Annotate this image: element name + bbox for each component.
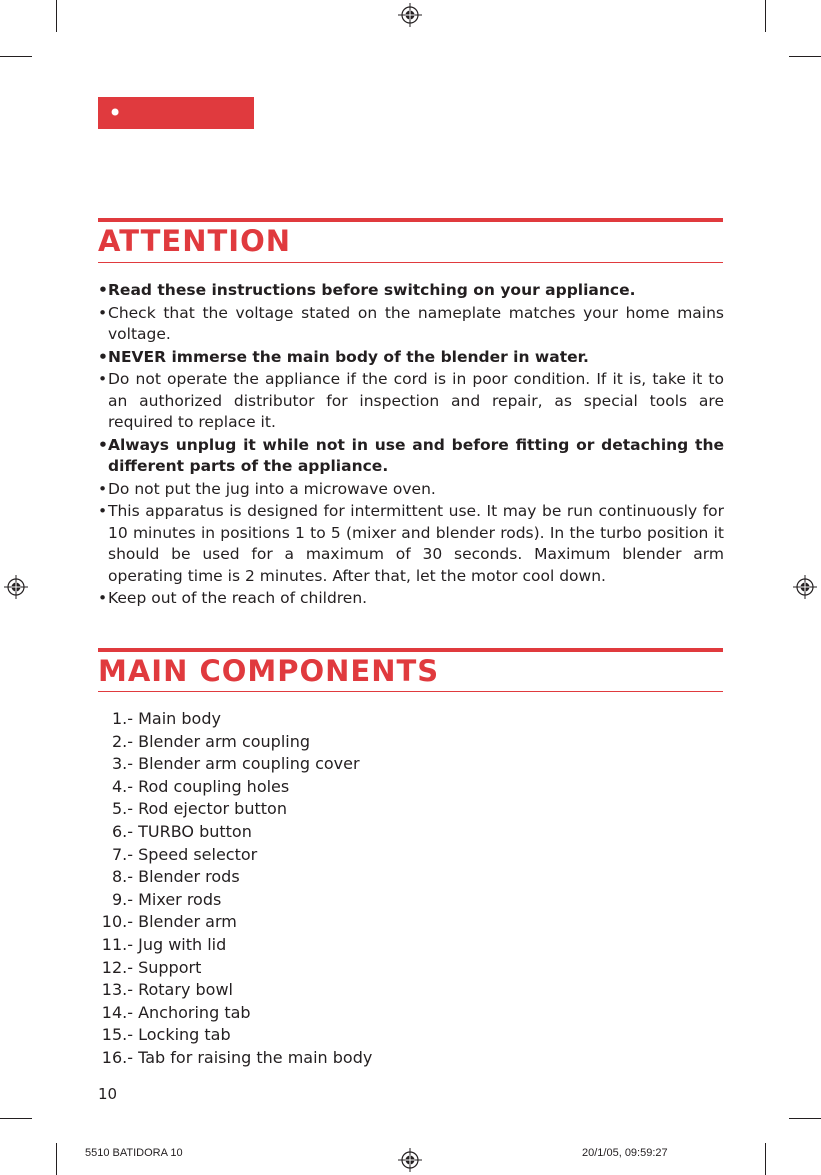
component-label: Jug with lid: [138, 934, 227, 954]
attention-item-text: Do not put the jug into a microwave oven.: [108, 479, 436, 498]
section-rule: [98, 262, 723, 263]
attention-item: [98, 435, 724, 478]
attention-title: ATTENTION: [98, 224, 291, 258]
component-item: [98, 731, 372, 754]
component-number: 16.-: [101, 1047, 133, 1067]
component-label: Rod coupling holes: [138, 776, 290, 796]
component-number: 5.-: [111, 799, 133, 819]
component-label: Rotary bowl: [138, 980, 233, 1000]
component-number: 3.-: [111, 754, 133, 774]
section-rule: [98, 691, 723, 692]
component-label: Support: [138, 957, 202, 977]
main-components-title: MAIN COMPONENTS: [98, 654, 440, 688]
attention-item: [98, 501, 724, 587]
component-number: 11.-: [101, 934, 133, 954]
attention-item: [98, 280, 724, 302]
bullet-icon: •: [98, 347, 108, 366]
crop-mark: [789, 56, 821, 57]
component-label: Blender rods: [138, 867, 240, 887]
component-label: Blender arm coupling: [138, 731, 311, 751]
component-item: [98, 889, 372, 912]
attention-item: [98, 479, 724, 501]
component-item: [98, 866, 372, 889]
component-item: [98, 821, 372, 844]
attention-item: [98, 369, 724, 434]
bullet-icon: •: [98, 281, 108, 299]
attention-item-text: Read these instructions before switching on your appliance.: [108, 281, 636, 299]
attention-item-text: This apparatus is designed for intermittent use. It may be run continuously for 10 minutes in positions 1 to 5 (mixer and blender rods). In the turbo position it should be used for a maximum of 30 seconds. Maximum blender arm operating time is 2 minutes. After that, let the motor cool down.: [108, 502, 724, 585]
registration-mark-icon: [793, 575, 817, 599]
registration-mark-icon: [398, 3, 422, 27]
component-item: [98, 753, 372, 776]
components-list: [98, 708, 372, 1070]
component-label: Anchoring tab: [138, 1002, 251, 1022]
crop-mark: [56, 1143, 57, 1175]
bullet-icon: •: [98, 370, 108, 388]
attention-item-text: Keep out of the reach of children.: [108, 589, 368, 607]
component-label: Main body: [138, 709, 221, 728]
footer-timestamp: 20/1/05, 09:59:27: [582, 1147, 668, 1159]
component-number: 4.-: [111, 776, 133, 796]
bullet-icon: •: [98, 589, 108, 607]
language-tab: • ENGLISH: [98, 97, 254, 129]
component-number: 8.-: [111, 867, 133, 887]
component-number: 9.-: [111, 889, 133, 909]
section-rule: [98, 218, 723, 222]
bullet-icon: •: [98, 303, 108, 322]
component-number: 10.-: [101, 912, 133, 932]
attention-item-text: Check that the voltage stated on the nameplate matches your home mains voltage.: [108, 303, 724, 343]
component-label: Speed selector: [138, 844, 258, 864]
bullet-icon: •: [98, 479, 108, 498]
component-label: TURBO button: [138, 821, 252, 841]
component-item: [98, 776, 372, 799]
section-rule: [98, 648, 723, 652]
component-item: [98, 1002, 372, 1025]
attention-item: [98, 347, 724, 369]
component-item: [98, 979, 372, 1002]
component-number: 2.-: [111, 731, 133, 751]
component-item: [98, 1024, 372, 1047]
footer-file-label: 5510 BATIDORA 10: [85, 1147, 183, 1159]
crop-mark: [0, 1118, 32, 1119]
component-item: [98, 798, 372, 821]
crop-mark: [789, 1118, 821, 1119]
component-label: Rod ejector button: [138, 799, 287, 819]
bullet-icon: •: [98, 435, 108, 454]
crop-mark: [0, 56, 32, 57]
component-label: Blender arm coupling cover: [138, 754, 360, 774]
registration-mark-icon: [4, 575, 28, 599]
component-number: 12.-: [101, 957, 133, 977]
page-number: 10: [98, 1085, 118, 1103]
bullet-icon: •: [98, 502, 108, 520]
component-item: [98, 844, 372, 867]
component-number: 13.-: [101, 980, 133, 1000]
attention-item-text: Do not operate the appliance if the cord is in poor condition. If it is, take it to an authorized distributor for inspection and repair, as special tools are required to replace it.: [108, 370, 724, 431]
component-number: 15.-: [101, 1025, 133, 1045]
component-number: 6.-: [111, 821, 133, 841]
component-number: 1.-: [111, 709, 133, 728]
crop-mark: [765, 1143, 766, 1175]
registration-mark-icon: [398, 1148, 422, 1172]
component-item: [98, 934, 372, 957]
component-item: [98, 708, 372, 731]
component-number: 7.-: [111, 844, 133, 864]
component-label: Blender arm: [138, 912, 237, 932]
component-item: [98, 957, 372, 980]
component-item: [98, 1047, 372, 1070]
attention-item: [98, 303, 724, 346]
component-label: Mixer rods: [138, 889, 222, 909]
attention-item-text: NEVER immerse the main body of the blender in water.: [108, 347, 589, 366]
attention-list: [98, 280, 724, 611]
component-number: 14.-: [101, 1002, 133, 1022]
component-label: Tab for raising the main body: [138, 1047, 373, 1067]
crop-mark: [56, 0, 57, 32]
component-label: Locking tab: [138, 1025, 231, 1045]
attention-item-text: Always unplug it while not in use and before fitting or detaching the different parts of the appliance.: [108, 435, 724, 475]
crop-mark: [765, 0, 766, 32]
component-item: [98, 911, 372, 934]
attention-item: [98, 588, 724, 610]
